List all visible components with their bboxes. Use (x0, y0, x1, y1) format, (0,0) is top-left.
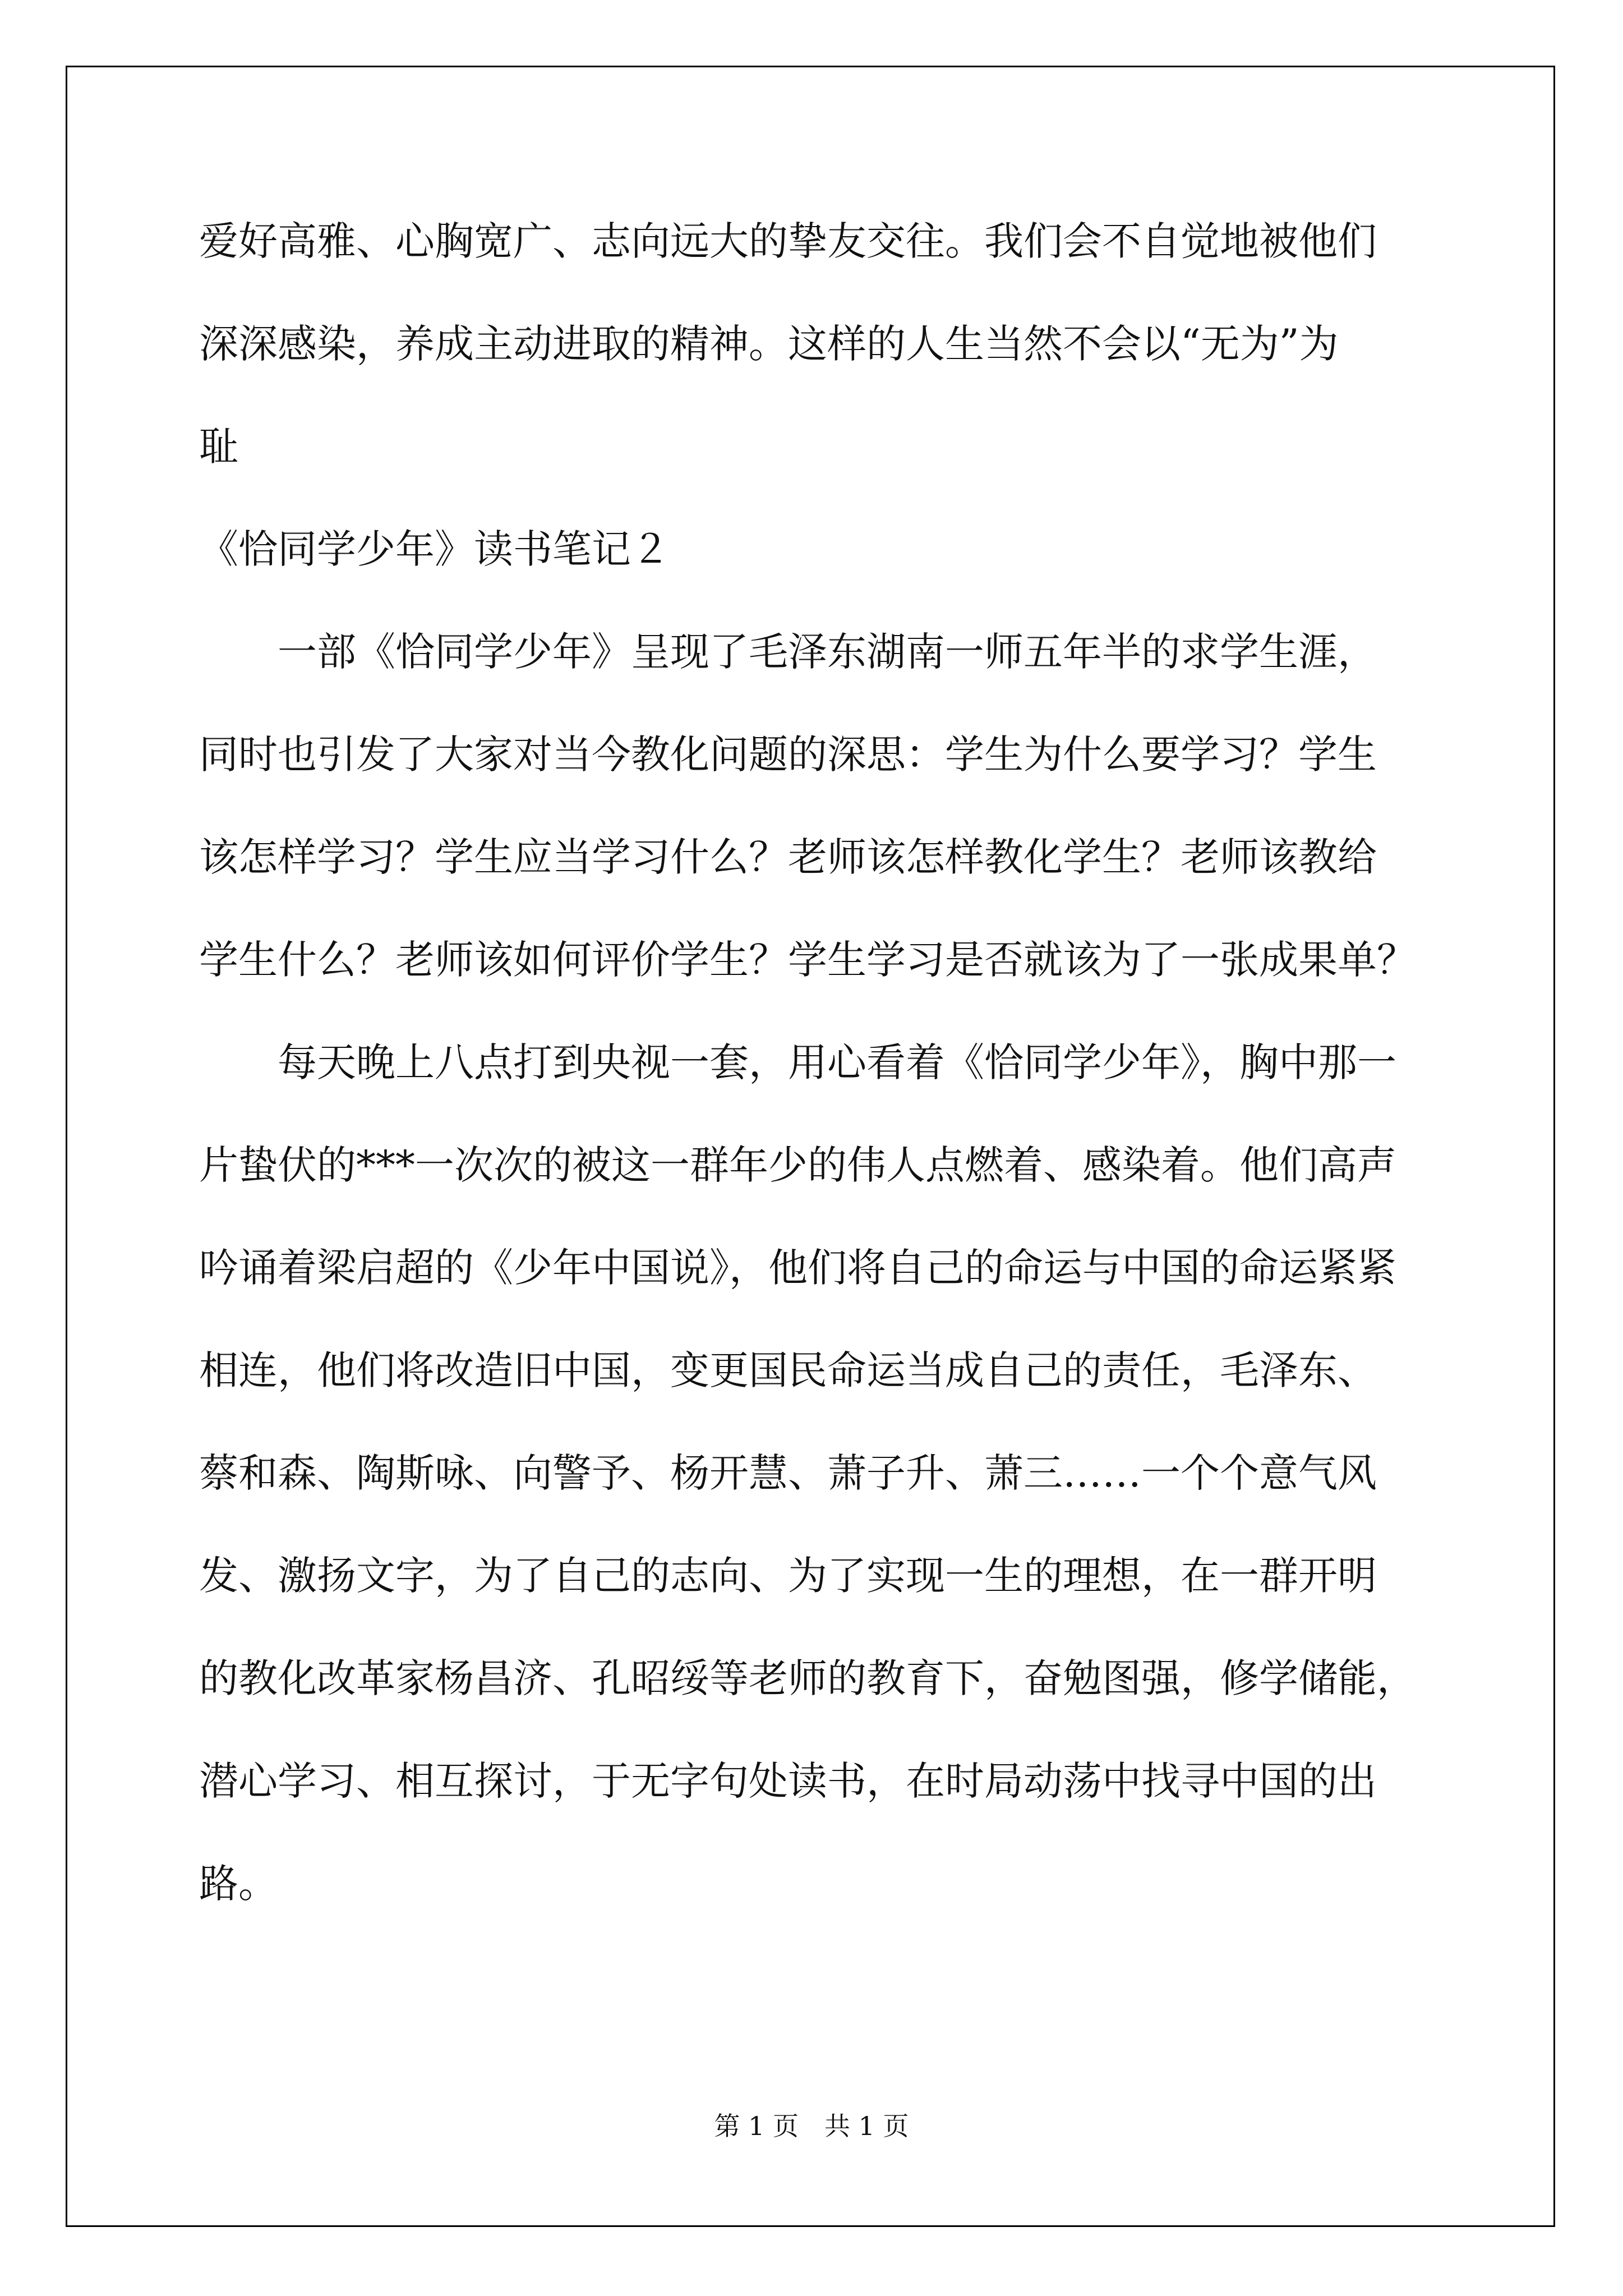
text-line-13: 蔡和森、陶斯咏、向警予、杨开慧、萧子升、萧三……一个个意气风 (199, 1450, 1377, 1496)
text-line-8: 学生什么？老师该如何评价学生？学生学习是否就该为了一张成果单？ (199, 937, 1416, 983)
text-line-12: 相连，他们将改造旧中国，变更国民命运当成自己的责任，毛泽东、 (199, 1347, 1377, 1393)
text-line-6: 同时也引发了大家对当今教化问题的深思：学生为什么要学习？学生 (199, 731, 1377, 777)
text-line-11: 吟诵着梁启超的《少年中国说》，他们将自己的命运与中国的命运紧紧 (199, 1245, 1396, 1291)
text-line-3: 耻 (199, 424, 238, 470)
text-line-7: 该怎样学习？学生应当学习什么？老师该怎样教化学生？老师该教给 (199, 834, 1377, 880)
text-line-17: 路。 (199, 1861, 278, 1907)
text-line-15: 的教化改革家杨昌济、孔昭绥等老师的教育下，奋勉图强，修学储能， (199, 1655, 1416, 1701)
section-heading: 《恰同学少年》读书笔记２ (199, 526, 670, 572)
text-line-9: 每天晚上八点打到央视一套，用心看着《恰同学少年》，胸中那一 (199, 1039, 1396, 1085)
text-line-1: 爱好高雅、心胸宽广、志向远大的挚友交往。我们会不自觉地被他们 (199, 218, 1377, 264)
page-footer: 第 1 页 共 1 页 (714, 2111, 909, 2141)
text-line-10: 片蛰伏的***一次次的被这一群年少的伟人点燃着、感染着。他们高声 (199, 1142, 1396, 1188)
text-line-14: 发、激扬文字，为了自己的志向、为了实现一生的理想，在一群开明 (199, 1553, 1377, 1599)
text-line-2: 深深感染，养成主动进取的精神。这样的人生当然不会以“无为”为 (199, 321, 1339, 367)
text-line-16: 潜心学习、相互探讨，于无字句处读书，在时局动荡中找寻中国的出 (199, 1758, 1377, 1804)
text-line-5: 一部《恰同学少年》呈现了毛泽东湖南一师五年半的求学生涯， (199, 629, 1377, 675)
